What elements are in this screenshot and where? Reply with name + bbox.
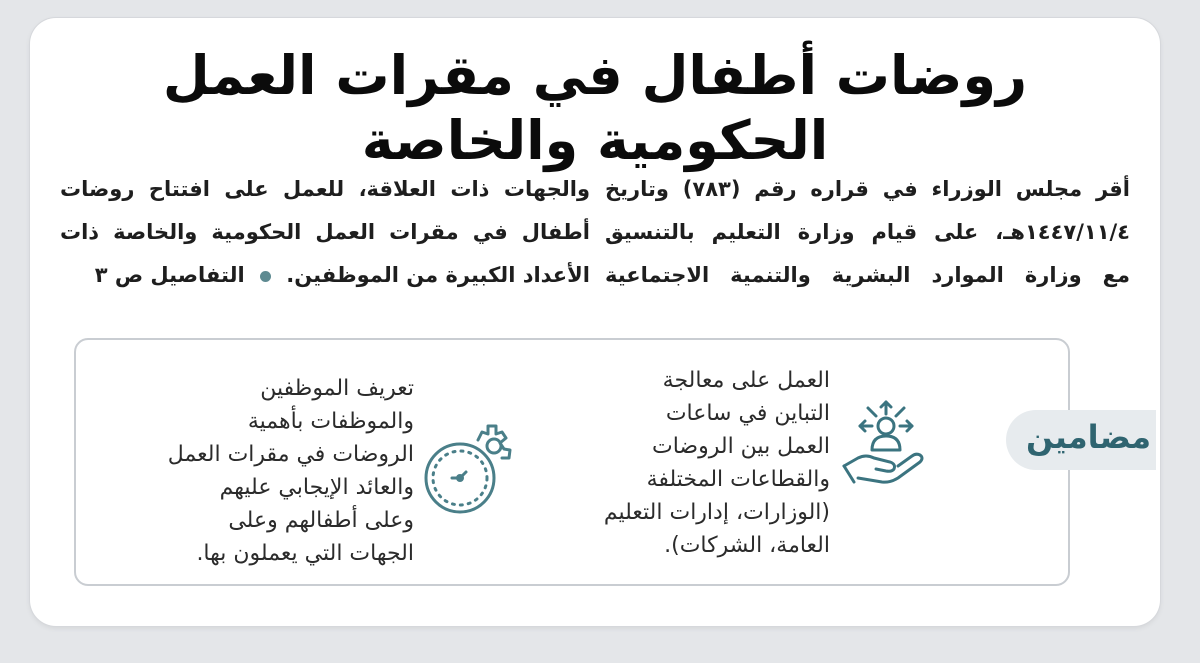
point-line: والقطاعات المختلفة <box>646 467 830 492</box>
body-column-left <box>60 168 590 297</box>
people-arrows-hand-icon <box>838 396 930 490</box>
body-column-right <box>605 168 1130 297</box>
clock-gear-icon <box>416 416 518 520</box>
point-line: (الوزارات، إدارات التعليم <box>603 500 830 525</box>
headline: روضات أطفال في مقرات العمل الحكومية والخاصة <box>162 44 1028 172</box>
badge-label: مضامين <box>1026 418 1152 456</box>
details-link[interactable]: التفاصيل ص ٣ <box>94 263 245 287</box>
bullet-icon <box>260 271 271 282</box>
highlights-badge <box>1006 410 1156 470</box>
point-line: والموظفات بأهمية <box>247 409 414 434</box>
body-line-last <box>60 254 590 297</box>
body-line: مع وزارة الموارد البشرية والتنمية الاجتماعية <box>605 263 1130 287</box>
point-line: الروضات في مقرات العمل <box>167 442 414 467</box>
body-line-text: الأعداد الكبيرة من الموظفين. <box>286 263 590 287</box>
point-line: التباين في ساعات <box>665 401 830 426</box>
body-line: ١٤٤٧/١١/٤هـ، على قيام وزارة التعليم بالتنسيق <box>605 220 1130 244</box>
point-line: وعلى أطفالهم وعلى <box>228 508 414 533</box>
point-line: العمل بين الروضات <box>652 434 830 459</box>
body-line: والجهات ذات العلاقة، للعمل على افتتاح روضات <box>60 177 590 201</box>
point-line: والعائد الإيجابي عليهم <box>219 475 414 500</box>
body-line: أقر مجلس الوزراء في قراره رقم (٧٨٣) وتاريخ <box>605 177 1130 201</box>
highlight-point-1 <box>590 364 830 562</box>
point-line: العامة، الشركات). <box>664 533 830 558</box>
point-line: العمل على معالجة <box>662 368 830 393</box>
news-card <box>30 18 1160 626</box>
point-line: تعريف الموظفين <box>260 376 414 401</box>
point-line: الجهات التي يعملون بها. <box>196 541 414 566</box>
body-line: أطفال في مقرات العمل الحكومية والخاصة ذات <box>60 220 590 244</box>
highlight-point-2 <box>124 372 414 570</box>
